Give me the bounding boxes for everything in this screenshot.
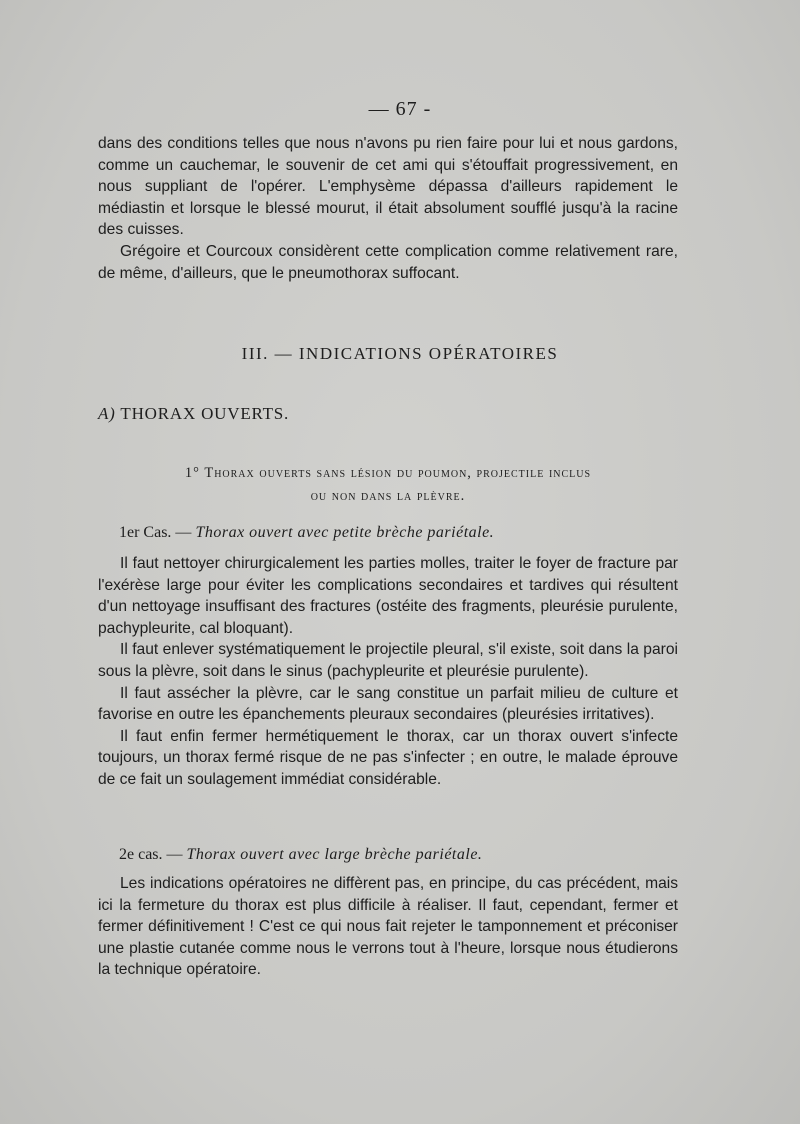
section-title: III. — INDICATIONS OPÉRATOIRES [241, 344, 559, 363]
case-2-label: 2e cas. — [119, 846, 187, 863]
case-1-paragraph-2: Il faut enlever systématiquement le projectile pleural, s'il existe, soit dans la paroi sous la plèvre, soit dans le sinus (pachypleurite et pleurésie purulente). [98, 641, 678, 680]
sub-heading-line-2: ou non dans la plèvre. [310, 488, 466, 504]
case-1-title: Thorax ouvert avec petite brèche pariétale. [195, 524, 495, 541]
sub-heading-line-1: 1° Thorax ouverts sans lésion du poumon, projectile inclus [184, 465, 592, 481]
subsection-label: THORAX OUVERTS. [120, 404, 290, 423]
case-2-body [98, 873, 678, 981]
page-number: — 67 - [368, 98, 432, 120]
case-2-title: Thorax ouvert avec large brèche pariétale. [186, 846, 483, 863]
case-1-body [98, 553, 678, 791]
case-1-paragraph-3: Il faut assécher la plèvre, car le sang constitue un parfait milieu de culture et favorise en outre les épanchements pleuraux secondaires (pleurésies irritatives). [98, 684, 678, 724]
case-1-paragraph-1: Il faut nettoyer chirurgicalement les parties molles, traiter le foyer de fracture par l'exérèse large pour éviter les complications secondaires et tardives qui résultent d'un nettoyage insuffisant des fractures (ostéite des fragments, pleurésie purulente, pachypleurite, cal bloquant). [98, 555, 678, 637]
subsection-title [98, 404, 289, 424]
case-1-heading [119, 524, 494, 542]
subsection-letter: A) [98, 404, 116, 423]
case-1-paragraph-4: Il faut enfin fermer hermétiquement le thorax, car un thorax ouvert s'infecte toujours, un thorax fermé risque de ne pas s'infecter ; en outre, le malade éprouve de ce fait un soulagement immédiat considérable. [98, 727, 678, 788]
case-1-label: 1er Cas. — [119, 524, 196, 541]
case-2-heading [119, 846, 482, 864]
intro-text [98, 133, 678, 284]
intro-paragraph-2: Grégoire et Courcoux considèrent cette complication comme relativement rare, de même, d'ailleurs, que le pneumothorax suffocant. [98, 242, 678, 282]
sub-heading [98, 462, 678, 508]
intro-paragraph-1: dans des conditions telles que nous n'avons pu rien faire pour lui et nous gardons, comme un cauchemar, le souvenir de cet ami qui s'étouffait progressivement, en nous suppliant de l'opérer. L'emphysème dépassa d'ailleurs rapidement le médiastin et lorsque le blessé mourut, il était absolument soufflé jusqu'à la racine des cuisses. [98, 135, 678, 239]
case-2-paragraph-1: Les indications opératoires ne diffèrent pas, en principe, du cas précédent, mais ici la fermeture du thorax est plus difficile à réaliser. Il faut, cependant, fermer et fermer définitivement ! C'est ce qui nous fait rejeter le tamponnement et préconiser une plastie cutanée comme nous le verrons tout à l'heure, lorsque nous étudierons la technique opératoire. [98, 875, 678, 979]
